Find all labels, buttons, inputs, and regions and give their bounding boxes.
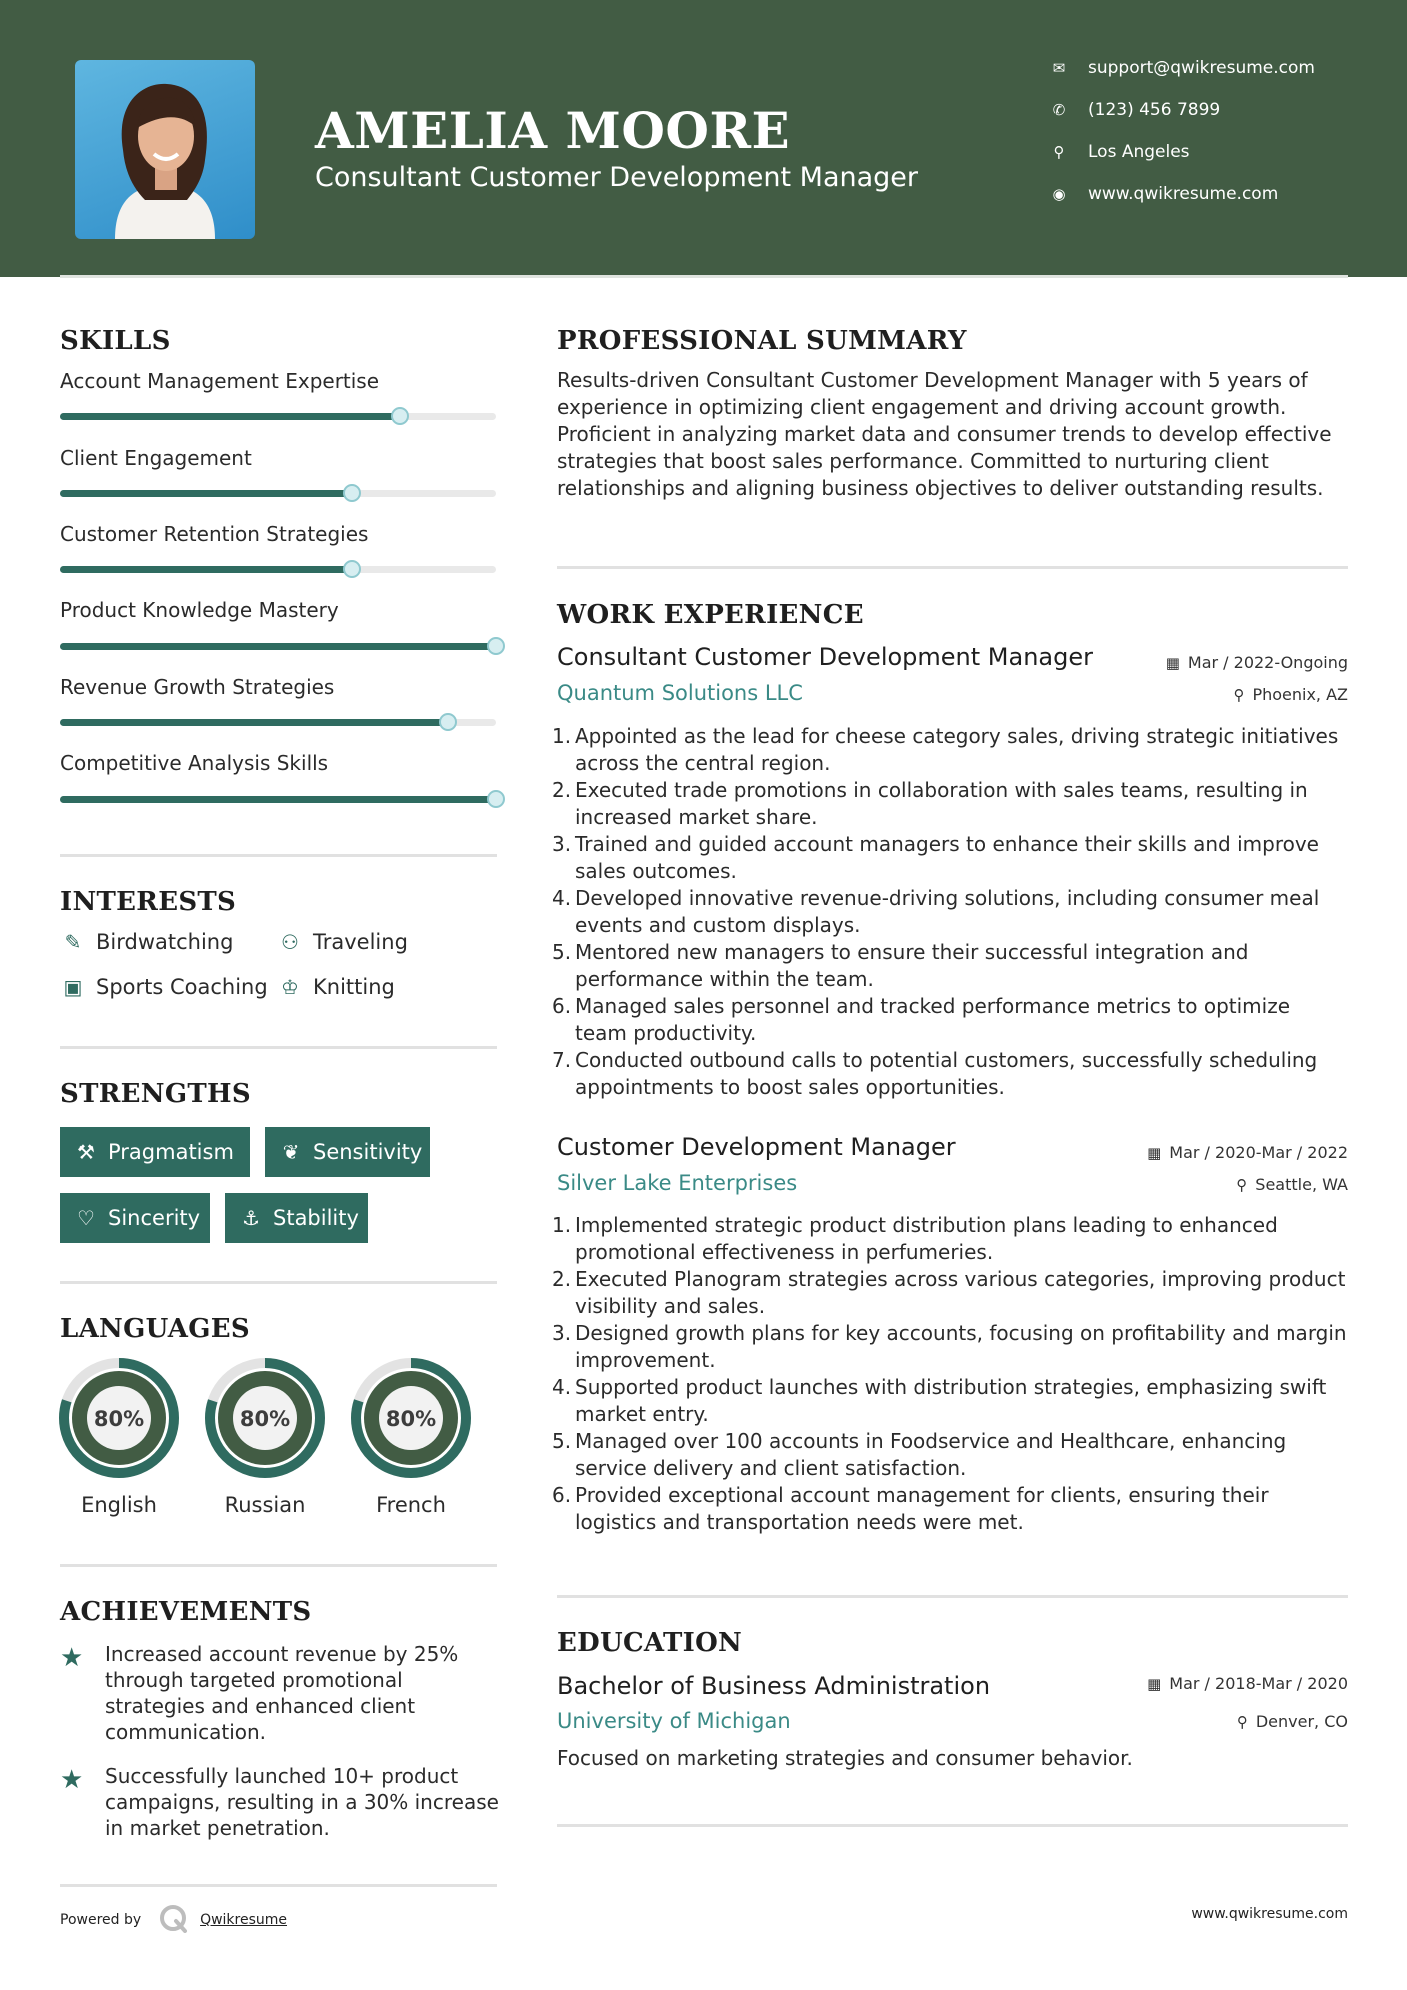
achievement-text: Successfully launched 10+ product campaigns, resulting in a 30% increase in market penetration. [105,1764,499,1840]
job-bullet: 1. Implemented strategic product distribution plans leading to enhanced promotional effectiveness in perfumeries. [552,1213,1278,1264]
qwikresume-link[interactable]: Qwikresume [200,1912,288,1928]
footer-powered-by [60,1903,287,1937]
job-bullet: 7. Conducted outbound calls to potential customers, successfully scheduling appointments to boost sales opportunities. [552,1048,1318,1099]
skill-bar-knob [343,560,361,578]
pin-icon: ⚲ [1236,1713,1248,1731]
job-bullet: 4. Supported product launches with distribution strategies, emphasizing swift market entry. [552,1375,1327,1426]
job-bullet: 6. Managed sales personnel and tracked performance metrics to optimize team productivity. [552,994,1291,1045]
contact-location-text: Los Angeles [1088,142,1190,162]
education-dates [1147,1674,1348,1693]
job-dates [1166,653,1348,672]
language-percent: 80% [239,1407,291,1431]
job-bullet: 4. Developed innovative revenue-driving solutions, including consumer meal events and custom displays. [552,886,1320,937]
job-location-text: Phoenix, AZ [1252,685,1348,704]
contact-email[interactable] [1050,58,1315,78]
gavel-icon: ⚒ [77,1140,95,1164]
job-company: Silver Lake Enterprises [557,1171,798,1195]
leaf-icon: ❦ [282,1140,300,1164]
briefcase-icon: ▣ [63,975,83,999]
candidate-role: Consultant Customer Development Manager [315,162,919,193]
anchor-icon: ⚓ [242,1206,260,1230]
phone-icon: ✆ [1052,101,1066,119]
strength-label: Pragmatism [108,1140,234,1164]
calendar-icon: ▦ [1147,1675,1162,1693]
language-percent: 80% [93,1407,145,1431]
experience-title: WORK EXPERIENCE [557,600,864,630]
summary-text: Results-driven Consultant Customer Development Manager with 5 years of experience in optimizing client engagement and driving account growth. Proficient in analyzing market data and consumer trends to develop effective strategies that boost sales performance. Committed to nurturing client relationships and aligning business objectives to deliver outstanding results. [557,368,1332,500]
skill-bar-fill [60,719,448,726]
job-title: Customer Development Manager [557,1133,956,1161]
strength-label: Stability [273,1206,359,1230]
job-dates [1147,1143,1348,1162]
achievement-item [60,1763,500,1848]
language-name: French [376,1493,446,1517]
section-divider [60,1884,497,1887]
interests-title: INTERESTS [60,887,237,917]
contact-email-text: support@qwikresume.com [1088,58,1315,78]
skill-bar-knob [487,790,505,808]
strength-tag [225,1193,368,1243]
interest-label: Sports Coaching [96,975,268,999]
skill-bar-fill [60,490,352,497]
language-percent: 80% [385,1407,437,1431]
strength-tag [265,1127,430,1177]
job-bullets [552,723,1347,1101]
strength-tag [60,1127,250,1177]
strength-label: Sensitivity [313,1140,423,1164]
contact-phone-text: (123) 456 7899 [1088,100,1221,120]
pin-icon: ⚲ [1236,1176,1248,1194]
language-ring-russian [204,1357,326,1479]
candidate-name: AMELIA MOORE [315,101,791,160]
contact-website-text: www.qwikresume.com [1088,184,1279,204]
education-school: University of Michigan [557,1709,791,1733]
job-bullet: 5. Managed over 100 accounts in Foodservice and Healthcare, enhancing service delivery and client satisfaction. [552,1429,1287,1480]
job-bullet: 5. Mentored new managers to ensure their successful integration and performance within the team. [552,940,1249,991]
skill-bar [60,796,496,803]
section-divider [60,1281,497,1284]
heart-icon: ♡ [77,1206,95,1230]
star-icon: ★ [60,1765,84,1795]
pin-icon: ⚲ [1233,686,1245,704]
profile-photo [75,60,255,239]
job-bullet: 1. Appointed as the lead for cheese category sales, driving strategic initiatives across the central region. [552,724,1339,775]
job-bullet: 3. Trained and guided account managers to enhance their skills and improve sales outcomes. [552,832,1319,883]
section-divider [60,854,497,857]
interest-item [60,930,233,954]
interest-item [277,930,408,954]
section-divider [60,1564,497,1567]
resume-header [0,0,1407,277]
section-divider [557,1824,1348,1827]
job-location [1233,685,1348,704]
education-description: Focused on marketing strategies and consumer behavior. [557,1746,1133,1770]
summary-title: PROFESSIONAL SUMMARY [557,326,967,356]
job-dates-text: Mar / 2020-Mar / 2022 [1169,1143,1348,1162]
section-divider [60,1046,497,1049]
skill-label: Competitive Analysis Skills [60,751,329,775]
job-bullet: 2. Executed Planogram strategies across various categories, improving product visibility and sales. [552,1267,1346,1318]
strengths-title: STRENGTHS [60,1079,251,1109]
skill-label: Client Engagement [60,446,252,470]
language-ring-french [350,1357,472,1479]
trophy-icon: ♔ [281,975,299,999]
skill-bar [60,490,496,497]
job-dates-text: Mar / 2022-Ongoing [1187,653,1348,672]
skill-bar-fill [60,643,496,650]
skill-bar [60,643,496,650]
job-bullet: 6. Provided exceptional account management for clients, ensuring their logistics and transportation needs were met. [552,1483,1269,1534]
calendar-icon: ▦ [1165,654,1180,672]
languages-title: LANGUAGES [60,1314,250,1344]
star-icon: ★ [60,1643,84,1673]
interest-item [277,975,395,999]
language-name: English [81,1493,157,1517]
job-location [1236,1175,1348,1194]
education-degree: Bachelor of Business Administration [557,1672,991,1700]
achievement-item [60,1641,500,1751]
skill-bar-knob [439,713,457,731]
skill-bar [60,413,496,420]
language-ring-english [58,1357,180,1479]
skill-label: Product Knowledge Mastery [60,598,339,622]
skill-label: Customer Retention Strategies [60,522,369,546]
mail-icon: ✉ [1052,59,1066,77]
education-dates-text: Mar / 2018-Mar / 2020 [1169,1674,1348,1693]
skill-bar [60,719,496,726]
section-divider [557,566,1348,569]
interest-label: Birdwatching [96,930,234,954]
achievements-title: ACHIEVEMENTS [60,1597,312,1627]
contact-website[interactable] [1050,184,1278,204]
job-bullet: 3. Designed growth plans for key accounts, focusing on profitability and margin improvement. [552,1321,1347,1372]
powered-by-text: Powered by [60,1912,142,1928]
skill-bar [60,566,496,573]
strength-label: Sincerity [108,1206,201,1230]
skill-bar-knob [391,407,409,425]
skill-bar-fill [60,413,400,420]
footer-website[interactable]: www.qwikresume.com [1191,1906,1348,1922]
skill-label: Account Management Expertise [60,369,380,393]
header-divider [60,275,1348,278]
job-title: Consultant Customer Development Manager [557,643,1094,671]
strength-tag [60,1193,210,1243]
qwikresume-logo-icon [158,1903,188,1937]
education-location-text: Denver, CO [1255,1712,1348,1731]
job-bullet: 2. Executed trade promotions in collaboration with sales teams, resulting in increased market share. [552,778,1308,829]
job-bullets [552,1212,1347,1536]
job-location-text: Seattle, WA [1255,1175,1348,1194]
job-company: Quantum Solutions LLC [557,681,803,705]
pencil-square-icon: ✎ [64,930,82,954]
skill-label: Revenue Growth Strategies [60,675,335,699]
section-divider [557,1595,1348,1598]
language-name: Russian [224,1493,306,1517]
contact-phone[interactable] [1050,100,1220,120]
skill-bar-fill [60,566,352,573]
globe-icon: ◉ [1052,185,1066,203]
achievement-text: Increased account revenue by 25% through targeted promotional strategies and enhanced client communication. [105,1642,459,1744]
skill-bar-knob [487,637,505,655]
education-location [1237,1712,1348,1731]
profile-photo-illustration [75,60,255,239]
binoculars-icon: ⚇ [281,930,299,954]
skill-bar-knob [343,484,361,502]
interest-item [60,975,268,999]
calendar-icon: ▦ [1147,1144,1162,1162]
contact-location [1050,142,1190,162]
location-icon: ⚲ [1053,143,1065,161]
interest-label: Knitting [313,975,395,999]
education-title: EDUCATION [557,1628,743,1658]
skill-bar-fill [60,796,496,803]
skills-title: SKILLS [60,326,171,356]
interest-label: Traveling [313,930,408,954]
